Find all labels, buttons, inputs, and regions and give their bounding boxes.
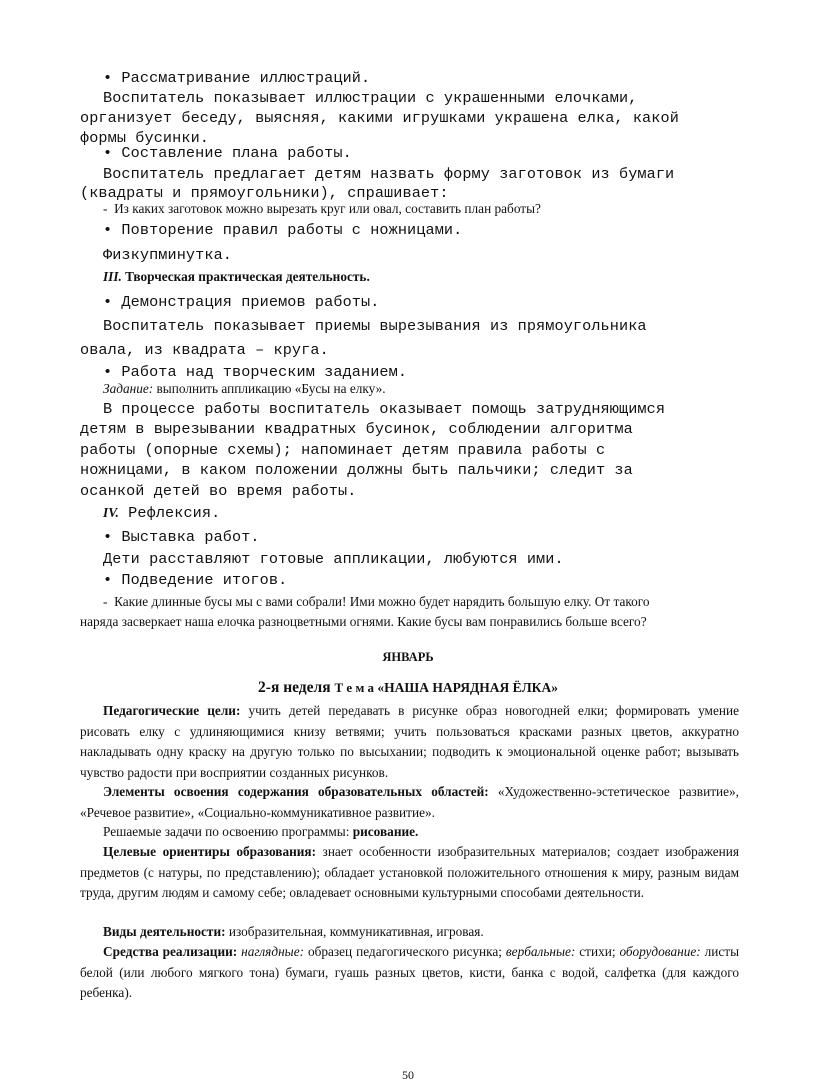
- activity-label: Виды деятельности:: [103, 924, 226, 939]
- task-label: Задание:: [103, 381, 154, 396]
- text-line: Физкупминутка.: [103, 246, 232, 264]
- bullet-exhibition: • Выставка работ.: [103, 528, 260, 546]
- goals-label: Педагогические цели:: [103, 703, 241, 718]
- text-line: Воспитатель показывает иллюстрации с украшенными елочками,: [103, 89, 638, 107]
- reflection-heading: [103, 503, 220, 523]
- section-heading: [103, 267, 370, 287]
- areas-text: «Художественно-эстетическое развитие», «Речевое развитие», «Социально-коммуникативное развитие».: [80, 784, 740, 820]
- week-label: 2-я неделя: [258, 679, 335, 696]
- text-line: (квадраты и прямоугольники), спрашивает:: [80, 184, 449, 202]
- text-line: Воспитатель предлагает детям назвать форму заготовок из бумаги: [103, 165, 675, 183]
- tasks-label: Решаемые задачи по освоению программы:: [103, 824, 350, 839]
- task-line: [103, 379, 386, 399]
- closing-line: - Какие длинные бусы мы с вами собрали! Ими можно будет нарядить большую елку. От такого: [103, 594, 650, 609]
- question-line: - Из каких заготовок можно вырезать круг или овал, составить план работы?: [103, 201, 541, 216]
- closing-line: наряда засверкает наша елочка разноцветными огнями. Какие бусы вам понравились больше всего?: [80, 614, 647, 629]
- target-guidelines: [80, 842, 739, 904]
- text-line: В процессе работы воспитатель оказывает помощь затрудняющимся: [103, 400, 666, 418]
- text-line: формы бусинки.: [80, 129, 209, 147]
- targets-label: Целевые ориентиры образования:: [103, 844, 317, 859]
- program-tasks: [80, 822, 739, 843]
- targets-text: знает особенности изобразительных материалов; создает изображения предметов (с натуры, по представлению); обладает установкой положительного отношения к миру, разным видам труда, другим людям и самому себе; овладевает основными культурными способами деятельности.: [80, 844, 739, 900]
- month-heading: ЯНВАРЬ: [382, 650, 434, 664]
- pedagogical-goals: [80, 701, 739, 783]
- tema-title: «НАША НАРЯДНАЯ ЁЛКА»: [374, 680, 558, 695]
- text-line: ножницами, в каком положении должны быть пальчики; следит за: [80, 461, 633, 479]
- means-label: Средства реализации:: [103, 944, 238, 959]
- text-line: работы (опорные схемы); напоминает детям правила работы с: [80, 441, 606, 459]
- bullet-illustrations: • Рассматривание иллюстраций.: [103, 69, 371, 87]
- means-equipment: листы белой (или любого мягкого тона) бумаги, гуашь разных цветов, кисти, банка с водой, салфетка (для каждого ребенка).: [80, 944, 740, 1000]
- implementation-means: [80, 942, 739, 1004]
- task-text: выполнить аппликацию «Бусы на елку».: [153, 381, 386, 396]
- text-line: организует беседу, выясняя, какими игрушками украшена елка, какой: [80, 109, 679, 127]
- text-line: Воспитатель показывает приемы вырезывания из прямоугольника: [103, 317, 647, 335]
- means-verbal-label: вербальные:: [501, 944, 576, 959]
- week-heading: [0, 679, 816, 697]
- section-heading-text: Творческая практическая деятельность.: [121, 269, 370, 284]
- means-visual: образец педагогического рисунка;: [304, 944, 502, 959]
- reflection-text: Рефлексия.: [118, 504, 221, 522]
- tasks-value: рисование.: [349, 824, 419, 839]
- means-visual-label: наглядные:: [237, 944, 305, 959]
- educational-areas: [80, 782, 739, 823]
- bullet-summary: • Подведение итогов.: [103, 571, 288, 589]
- areas-label: Элементы освоения содержания образовательных областей:: [103, 784, 489, 799]
- page-number: 50: [402, 1068, 414, 1082]
- activity-text: изобразительная, коммуникативная, игровая.: [225, 924, 484, 939]
- text-line: детям в вырезывании квадратных бусинок, соблюдении алгоритма: [80, 420, 633, 438]
- means-equipment-label: оборудование:: [615, 944, 701, 959]
- activity-types: [80, 922, 739, 943]
- goals-text: учить детей передавать в рисунке образ новогодней елки; формировать умение рисовать елку с удлиняющимися книзу ветвями; учить пользоваться красками разных цветов, аккуратно накладывать одну краску на другую только по высыхании; подводить к эмоциональной оценке работ; вызывать чувство радости при восприятии созданных рисунков.: [80, 703, 739, 780]
- text-line: Дети расставляют готовые аппликации, любуются ими.: [103, 550, 564, 568]
- bullet-demo: • Демонстрация приемов работы.: [103, 293, 380, 311]
- bullet-rules: • Повторение правил работы с ножницами.: [103, 221, 463, 239]
- roman-numeral: III.: [103, 269, 122, 284]
- means-verbal: стихи;: [575, 944, 616, 959]
- text-line: осанкой детей во время работы.: [80, 482, 357, 500]
- roman-numeral: IV.: [103, 505, 119, 520]
- tema-label: Т е м а: [334, 680, 375, 695]
- text-line: овала, из квадрата – круга.: [80, 341, 329, 359]
- bullet-plan: • Составление плана работы.: [103, 144, 352, 162]
- bullet-task: • Работа над творческим заданием.: [103, 363, 408, 381]
